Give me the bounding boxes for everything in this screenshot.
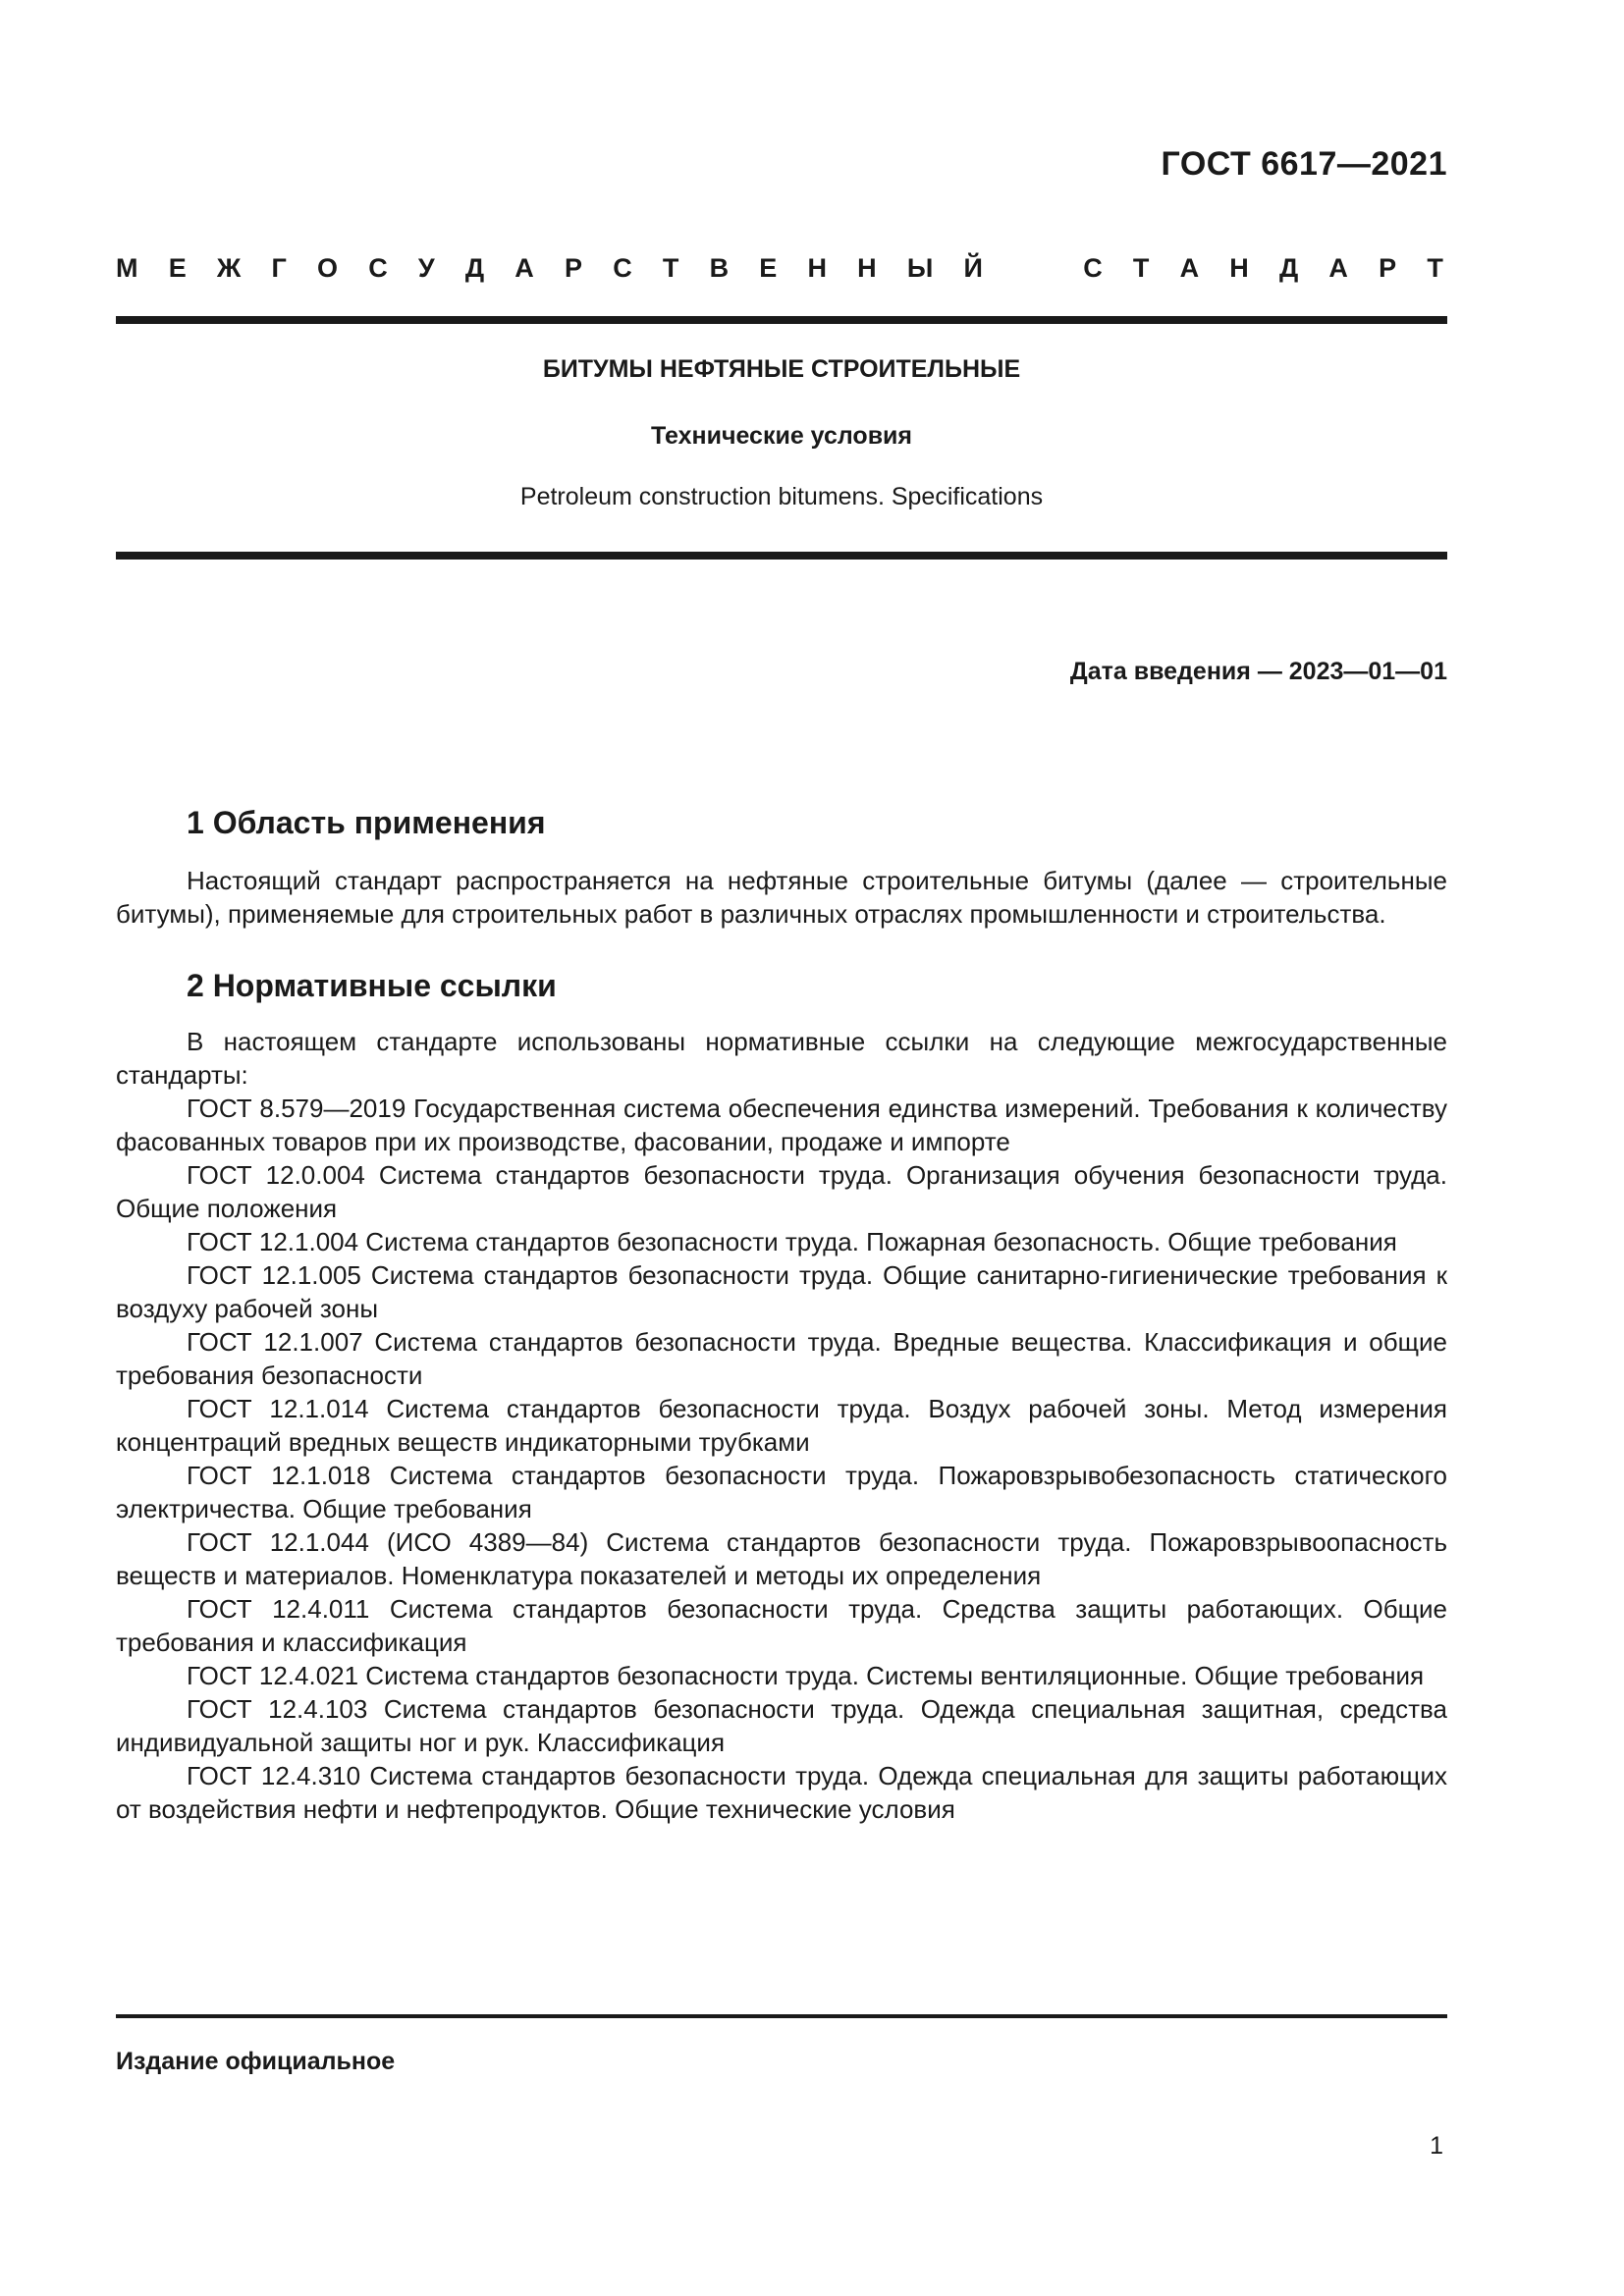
heading-letter: Г [271,253,287,283]
heading-letter: М [116,253,138,283]
heading-letter: О [316,253,338,283]
scope-paragraph: Настоящий стандарт распространяется на нефтяные строительные битумы (далее — строительные битумы), применяемые для строительных работ в различных отраслях промышленности и строительства. [116,866,1447,929]
heading-letter: Т [662,253,679,283]
standard-number: ГОСТ 6617—2021 [1161,145,1447,183]
section-heading-references: 2 Нормативные ссылки [187,968,557,1003]
heading-letter: С [613,253,632,283]
reference-item: ГОСТ 12.1.014 Система стандартов безопасности труда. Воздух рабочей зоны. Метод измерения концентраций вредных веществ индикаторными трубками [116,1394,1447,1457]
word-gap [1013,253,1053,284]
reference-item: ГОСТ 12.1.004 Система стандартов безопасности труда. Пожарная безопасность. Общие требования [187,1227,1397,1256]
heading-letter: С [1083,253,1103,283]
heading-letter: В [709,253,730,283]
reference-item: ГОСТ 12.1.018 Система стандартов безопасности труда. Пожаровзрывобезопасность статического электричества. Общие требования [116,1461,1447,1523]
document-subtitle: Технические условия [650,422,913,450]
heading-letter: Т [1132,253,1150,283]
document-title: БИТУМЫ НЕФТЯНЫЕ СТРОИТЕЛЬНЫЕ [542,355,1021,383]
document-title-english: Petroleum construction bitumens. Specifications [519,483,1044,510]
heading-letter: А [1179,253,1200,283]
heading-letter: У [417,253,435,283]
references-intro: В настоящем стандарте использованы нормативные ссылки на следующие межгосударственные стандарты: [116,1027,1447,1090]
heading-letter: Й [963,253,983,283]
heading-letter: Е [759,253,778,283]
heading-letter: Д [464,253,485,283]
heading-letter: Т [1427,253,1443,283]
section-heading-scope: 1 Область применения [187,805,546,840]
heading-letter: Н [857,253,877,283]
reference-item: ГОСТ 12.0.004 Система стандартов безопасности труда. Организация обучения безопасности труда. Общие положения [116,1160,1447,1223]
title-divider [116,552,1447,560]
document-body [116,803,1447,1826]
heading-letter: А [514,253,534,283]
top-divider [116,316,1447,324]
heading-letter: Ж [216,253,242,283]
reference-item: ГОСТ 8.579—2019 Государственная система обеспечения единства измерений. Требования к количеству фасованных товаров при их производстве, фасовании, продаже и импорте [116,1094,1447,1156]
interstate-standard-heading [116,253,1443,284]
introduction-date: Дата введения — 2023—01—01 [1069,658,1447,685]
heading-letter: А [1328,253,1348,283]
heading-letter: Р [1379,253,1397,283]
heading-letter: Е [168,253,187,283]
page-number: 1 [1430,2132,1443,2160]
heading-letter: Ы [906,253,934,283]
heading-letter: Н [807,253,827,283]
official-edition-label: Издание официальное [116,2048,396,2075]
heading-letter: Д [1278,253,1299,283]
footer-divider [116,2014,1447,2018]
reference-item: ГОСТ 12.4.103 Система стандартов безопасности труда. Одежда специальная защитная, средства индивидуальной защиты ног и рук. Классификация [116,1694,1447,1757]
reference-item: ГОСТ 12.1.005 Система стандартов безопасности труда. Общие санитарно-гигиенические требования к воздуху рабочей зоны [116,1260,1447,1323]
reference-item: ГОСТ 12.4.011 Система стандартов безопасности труда. Средства защиты работающих. Общие требования и классификация [116,1594,1447,1657]
heading-letter: С [368,253,388,283]
heading-letter: Н [1229,253,1249,283]
reference-item: ГОСТ 12.4.310 Система стандартов безопасности труда. Одежда специальная для защиты работающих от воздействия нефти и нефтепродуктов. Общие технические условия [116,1761,1447,1824]
reference-item: ГОСТ 12.1.044 (ИСО 4389—84) Система стандартов безопасности труда. Пожаровзрывоопасность веществ и материалов. Номенклатура показателей и методы их определения [116,1527,1447,1590]
reference-item: ГОСТ 12.4.021 Система стандартов безопасности труда. Системы вентиляционные. Общие требования [187,1661,1425,1690]
heading-letter: Р [564,253,582,283]
reference-item: ГОСТ 12.1.007 Система стандартов безопасности труда. Вредные вещества. Классификация и общие требования безопасности [116,1327,1447,1390]
